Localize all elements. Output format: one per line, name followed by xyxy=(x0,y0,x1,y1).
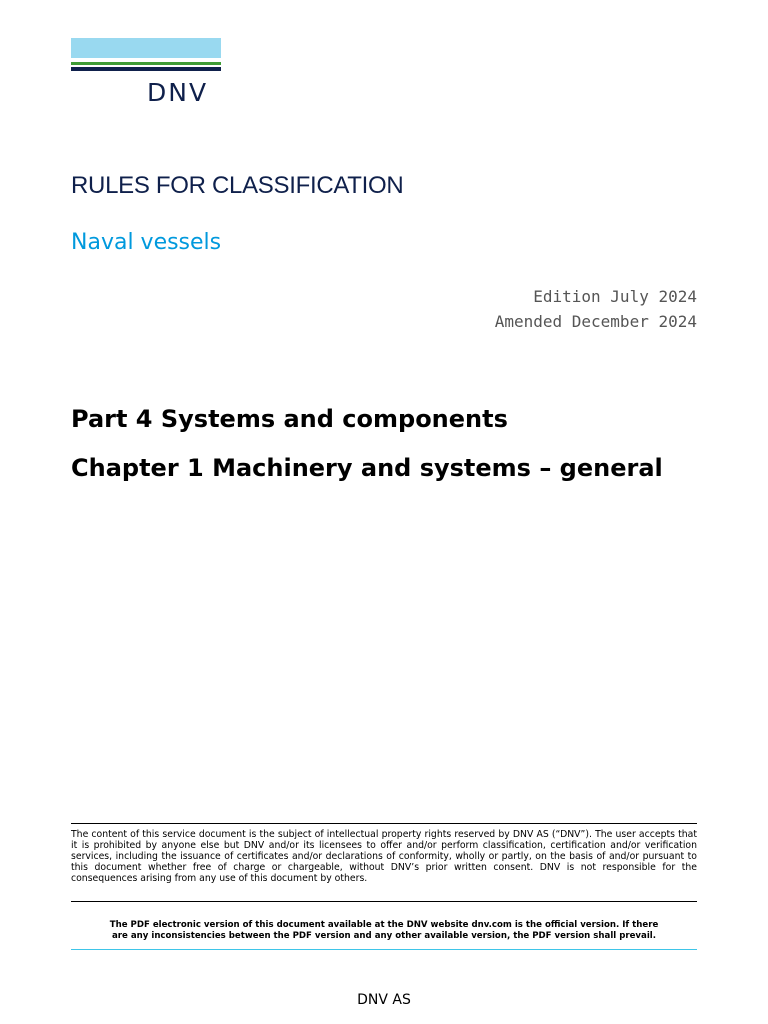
amended-date: Amended December 2024 xyxy=(494,312,697,331)
logo-green-bar xyxy=(71,62,221,65)
pdf-version-note xyxy=(71,920,697,942)
dnv-logo xyxy=(71,38,221,108)
footer-divider-bottom xyxy=(71,949,697,950)
legal-notice: The content of this service document is the subject of intellectual property rights reserved by DNV AS (“DNV”). The user accepts that it is prohibited by anyone else but DNV and/or its licensees to offer and/or perform classification, certification and/or verification services, including the issuance of certificates and/or declarations of conformity, wholly or partly, on the basis of and/or pursuant to this document whether free of charge or chargeable, without DNV’s prior written consent. DNV is not responsible for the consequences arising from any use of this document by others. xyxy=(71,829,697,884)
footer-divider-middle xyxy=(71,901,697,902)
edition-date: Edition July 2024 xyxy=(533,287,697,306)
footer-divider-top xyxy=(71,823,697,824)
publisher-name: DNV AS xyxy=(357,992,411,1008)
edition-info xyxy=(495,284,697,334)
document-subtitle: Naval vessels xyxy=(71,230,222,255)
logo-navy-bar xyxy=(71,67,221,71)
part-title: Part 4 Systems and components xyxy=(71,405,508,433)
pdf-note-line-1: The PDF electronic version of this document available at the DNV website dnv.com is the official version. If there xyxy=(109,920,659,930)
document-series: RULES FOR CLASSIFICATION xyxy=(71,172,404,199)
chapter-title: Chapter 1 Machinery and systems – general xyxy=(71,454,663,482)
pdf-note-line-2: are any inconsistencies between the PDF version and any other available version, the PDF version shall prevail. xyxy=(112,931,656,941)
logo-sky-bar xyxy=(71,38,221,58)
logo-wordmark: DNV xyxy=(147,78,209,107)
